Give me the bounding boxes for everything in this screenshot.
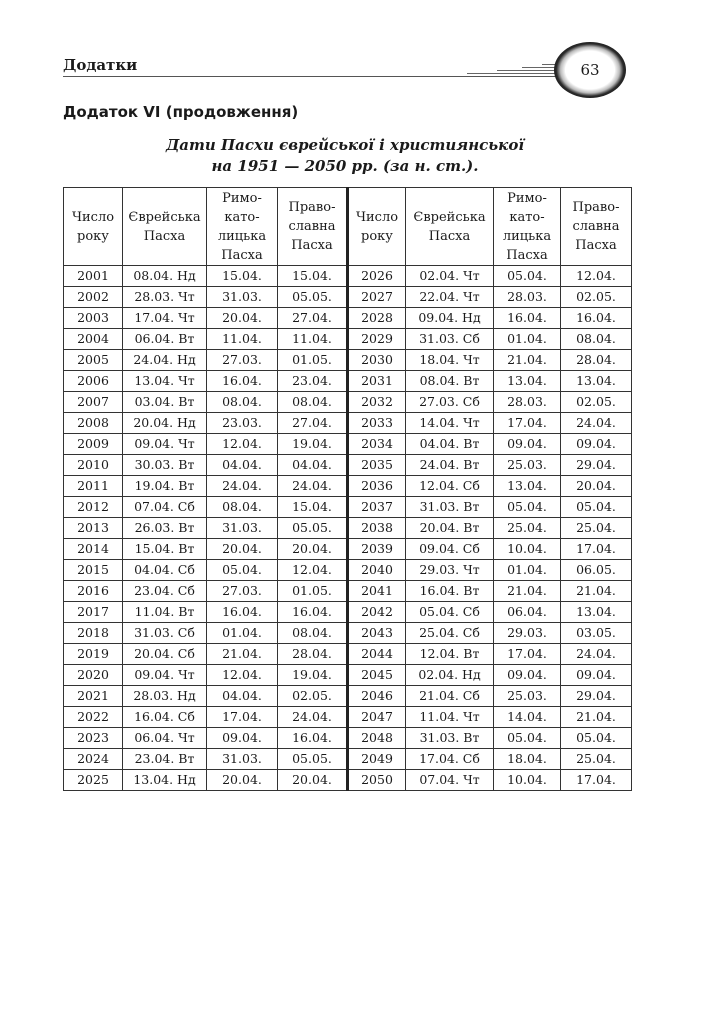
catholic-easter-cell: 31.03. [207, 287, 278, 308]
orthodox-easter-cell: 24.04. [561, 644, 632, 665]
year-cell: 2006 [64, 371, 123, 392]
catholic-easter-cell: 25.03. [494, 455, 561, 476]
table-row [64, 350, 632, 371]
catholic-easter-cell: 12.04. [207, 665, 278, 686]
table-row [64, 455, 632, 476]
year-cell: 2050 [348, 770, 406, 791]
jewish-easter-cell: 16.04. Сб [123, 707, 207, 728]
table-body [64, 266, 632, 791]
jewish-easter-cell: 13.04. Нд [123, 770, 207, 791]
section-title: Додаток VI (продовження) [63, 103, 299, 121]
year-cell: 2041 [348, 581, 406, 602]
orthodox-easter-cell: 21.04. [561, 707, 632, 728]
jewish-easter-cell: 31.03. Сб [123, 623, 207, 644]
jewish-easter-cell: 08.04. Вт [406, 371, 494, 392]
orthodox-easter-cell: 13.04. [561, 371, 632, 392]
orthodox-easter-cell: 24.04. [278, 476, 348, 497]
catholic-easter-cell: 16.04. [207, 602, 278, 623]
year-cell: 2031 [348, 371, 406, 392]
table-row [64, 581, 632, 602]
jewish-easter-cell: 04.04. Вт [406, 434, 494, 455]
catholic-easter-cell: 05.04. [494, 497, 561, 518]
jewish-easter-cell: 14.04. Чт [406, 413, 494, 434]
year-cell: 2035 [348, 455, 406, 476]
jewish-easter-cell: 28.03. Нд [123, 686, 207, 707]
catholic-easter-cell: 11.04. [207, 329, 278, 350]
year-cell: 2011 [64, 476, 123, 497]
year-cell: 2046 [348, 686, 406, 707]
catholic-easter-cell: 05.04. [494, 266, 561, 287]
orthodox-easter-cell: 17.04. [561, 770, 632, 791]
orthodox-easter-cell: 04.04. [278, 455, 348, 476]
catholic-easter-cell: 01.04. [494, 560, 561, 581]
orthodox-easter-cell: 24.04. [561, 413, 632, 434]
year-cell: 2001 [64, 266, 123, 287]
catholic-easter-cell: 28.03. [494, 392, 561, 413]
jewish-easter-cell: 18.04. Чт [406, 350, 494, 371]
orthodox-easter-cell: 02.05. [561, 392, 632, 413]
table-row [64, 392, 632, 413]
year-cell: 2043 [348, 623, 406, 644]
table-row [64, 665, 632, 686]
orthodox-easter-cell: 29.04. [561, 686, 632, 707]
year-cell: 2039 [348, 539, 406, 560]
year-cell: 2019 [64, 644, 123, 665]
catholic-easter-cell: 20.04. [207, 770, 278, 791]
catholic-easter-cell: 29.03. [494, 623, 561, 644]
year-cell: 2015 [64, 560, 123, 581]
catholic-easter-cell: 17.04. [494, 413, 561, 434]
orthodox-easter-cell: 05.05. [278, 749, 348, 770]
year-cell: 2042 [348, 602, 406, 623]
catholic-easter-cell: 28.03. [494, 287, 561, 308]
table-row [64, 497, 632, 518]
catholic-easter-cell: 04.04. [207, 686, 278, 707]
orthodox-easter-cell: 27.04. [278, 413, 348, 434]
year-cell: 2002 [64, 287, 123, 308]
year-cell: 2029 [348, 329, 406, 350]
orthodox-easter-cell: 25.04. [561, 749, 632, 770]
header-jewish: Єврейська Пасха [123, 188, 207, 266]
year-cell: 2032 [348, 392, 406, 413]
catholic-easter-cell: 13.04. [494, 476, 561, 497]
jewish-easter-cell: 11.04. Вт [123, 602, 207, 623]
jewish-easter-cell: 31.03. Сб [406, 329, 494, 350]
year-cell: 2013 [64, 518, 123, 539]
jewish-easter-cell: 02.04. Чт [406, 266, 494, 287]
catholic-easter-cell: 10.04. [494, 539, 561, 560]
catholic-easter-cell: 20.04. [207, 539, 278, 560]
year-cell: 2045 [348, 665, 406, 686]
orthodox-easter-cell: 05.04. [561, 728, 632, 749]
orthodox-easter-cell: 21.04. [561, 581, 632, 602]
header-catholic: Римо- като- лицька Пасха [494, 188, 561, 266]
orthodox-easter-cell: 29.04. [561, 455, 632, 476]
table-row [64, 602, 632, 623]
jewish-easter-cell: 12.04. Сб [406, 476, 494, 497]
catholic-easter-cell: 09.04. [494, 665, 561, 686]
orthodox-easter-cell: 28.04. [278, 644, 348, 665]
orthodox-easter-cell: 25.04. [561, 518, 632, 539]
jewish-easter-cell: 20.04. Сб [123, 644, 207, 665]
catholic-easter-cell: 31.03. [207, 518, 278, 539]
table-row [64, 308, 632, 329]
jewish-easter-cell: 03.04. Вт [123, 392, 207, 413]
jewish-easter-cell: 20.04. Нд [123, 413, 207, 434]
orthodox-easter-cell: 12.04. [561, 266, 632, 287]
year-cell: 2038 [348, 518, 406, 539]
jewish-easter-cell: 12.04. Вт [406, 644, 494, 665]
orthodox-easter-cell: 15.04. [278, 497, 348, 518]
orthodox-easter-cell: 15.04. [278, 266, 348, 287]
year-cell: 2028 [348, 308, 406, 329]
orthodox-easter-cell: 02.05. [561, 287, 632, 308]
jewish-easter-cell: 28.03. Чт [123, 287, 207, 308]
table-header-row [64, 188, 632, 266]
header-year: Число року [64, 188, 123, 266]
jewish-easter-cell: 24.04. Нд [123, 350, 207, 371]
orthodox-easter-cell: 20.04. [278, 770, 348, 791]
year-cell: 2040 [348, 560, 406, 581]
table-row [64, 476, 632, 497]
orthodox-easter-cell: 13.04. [561, 602, 632, 623]
jewish-easter-cell: 09.04. Сб [406, 539, 494, 560]
year-cell: 2047 [348, 707, 406, 728]
catholic-easter-cell: 25.03. [494, 686, 561, 707]
jewish-easter-cell: 31.03. Вт [406, 728, 494, 749]
year-cell: 2007 [64, 392, 123, 413]
catholic-easter-cell: 05.04. [494, 728, 561, 749]
header-year: Число року [348, 188, 406, 266]
table-row [64, 266, 632, 287]
jewish-easter-cell: 11.04. Чт [406, 707, 494, 728]
orthodox-easter-cell: 19.04. [278, 434, 348, 455]
year-cell: 2044 [348, 644, 406, 665]
jewish-easter-cell: 20.04. Вт [406, 518, 494, 539]
catholic-easter-cell: 21.04. [494, 350, 561, 371]
orthodox-easter-cell: 12.04. [278, 560, 348, 581]
jewish-easter-cell: 04.04. Сб [123, 560, 207, 581]
jewish-easter-cell: 27.03. Сб [406, 392, 494, 413]
year-cell: 2024 [64, 749, 123, 770]
catholic-easter-cell: 27.03. [207, 581, 278, 602]
year-cell: 2030 [348, 350, 406, 371]
jewish-easter-cell: 13.04. Чт [123, 371, 207, 392]
catholic-easter-cell: 08.04. [207, 497, 278, 518]
year-cell: 2021 [64, 686, 123, 707]
catholic-easter-cell: 20.04. [207, 308, 278, 329]
year-cell: 2025 [64, 770, 123, 791]
jewish-easter-cell: 09.04. Нд [406, 308, 494, 329]
catholic-easter-cell: 16.04. [494, 308, 561, 329]
catholic-easter-cell: 01.04. [494, 329, 561, 350]
catholic-easter-cell: 13.04. [494, 371, 561, 392]
catholic-easter-cell: 25.04. [494, 518, 561, 539]
orthodox-easter-cell: 01.05. [278, 350, 348, 371]
catholic-easter-cell: 05.04. [207, 560, 278, 581]
catholic-easter-cell: 06.04. [494, 602, 561, 623]
year-cell: 2036 [348, 476, 406, 497]
orthodox-easter-cell: 08.04. [561, 329, 632, 350]
jewish-easter-cell: 07.04. Чт [406, 770, 494, 791]
header-orthodox: Право- славна Пасха [561, 188, 632, 266]
year-cell: 2020 [64, 665, 123, 686]
orthodox-easter-cell: 11.04. [278, 329, 348, 350]
year-cell: 2033 [348, 413, 406, 434]
jewish-easter-cell: 07.04. Сб [123, 497, 207, 518]
table-row [64, 539, 632, 560]
year-cell: 2022 [64, 707, 123, 728]
jewish-easter-cell: 08.04. Нд [123, 266, 207, 287]
catholic-easter-cell: 24.04. [207, 476, 278, 497]
jewish-easter-cell: 05.04. Сб [406, 602, 494, 623]
jewish-easter-cell: 31.03. Вт [406, 497, 494, 518]
year-cell: 2003 [64, 308, 123, 329]
page-number: 63 [565, 52, 615, 88]
jewish-easter-cell: 19.04. Вт [123, 476, 207, 497]
year-cell: 2026 [348, 266, 406, 287]
orthodox-easter-cell: 08.04. [278, 623, 348, 644]
year-cell: 2009 [64, 434, 123, 455]
jewish-easter-cell: 30.03. Вт [123, 455, 207, 476]
catholic-easter-cell: 09.04. [207, 728, 278, 749]
orthodox-easter-cell: 09.04. [561, 434, 632, 455]
jewish-easter-cell: 26.03. Вт [123, 518, 207, 539]
table-title-line2: на 1951 — 2050 рр. (за н. ст.). [211, 157, 479, 175]
jewish-easter-cell: 23.04. Сб [123, 581, 207, 602]
header-jewish: Єврейська Пасха [406, 188, 494, 266]
catholic-easter-cell: 15.04. [207, 266, 278, 287]
orthodox-easter-cell: 20.04. [278, 539, 348, 560]
orthodox-easter-cell: 17.04. [561, 539, 632, 560]
catholic-easter-cell: 04.04. [207, 455, 278, 476]
jewish-easter-cell: 17.04. Сб [406, 749, 494, 770]
orthodox-easter-cell: 01.05. [278, 581, 348, 602]
catholic-easter-cell: 01.04. [207, 623, 278, 644]
year-cell: 2005 [64, 350, 123, 371]
header-orthodox: Право- славна Пасха [278, 188, 348, 266]
table-row [64, 728, 632, 749]
year-cell: 2016 [64, 581, 123, 602]
jewish-easter-cell: 06.04. Чт [123, 728, 207, 749]
table-row [64, 623, 632, 644]
orthodox-easter-cell: 02.05. [278, 686, 348, 707]
catholic-easter-cell: 10.04. [494, 770, 561, 791]
catholic-easter-cell: 31.03. [207, 749, 278, 770]
table-row [64, 686, 632, 707]
orthodox-easter-cell: 05.04. [561, 497, 632, 518]
year-cell: 2023 [64, 728, 123, 749]
page-number-badge [554, 42, 626, 98]
table-row [64, 434, 632, 455]
year-cell: 2018 [64, 623, 123, 644]
orthodox-easter-cell: 24.04. [278, 707, 348, 728]
table-row [64, 518, 632, 539]
table-row [64, 749, 632, 770]
orthodox-easter-cell: 19.04. [278, 665, 348, 686]
header-catholic: Римо- като- лицька Пасха [207, 188, 278, 266]
table-row [64, 560, 632, 581]
catholic-easter-cell: 23.03. [207, 413, 278, 434]
table-row [64, 413, 632, 434]
catholic-easter-cell: 18.04. [494, 749, 561, 770]
year-cell: 2004 [64, 329, 123, 350]
catholic-easter-cell: 14.04. [494, 707, 561, 728]
table-row [64, 329, 632, 350]
jewish-easter-cell: 09.04. Чт [123, 434, 207, 455]
jewish-easter-cell: 17.04. Чт [123, 308, 207, 329]
table-row [64, 707, 632, 728]
jewish-easter-cell: 24.04. Вт [406, 455, 494, 476]
year-cell: 2010 [64, 455, 123, 476]
easter-dates-table [63, 187, 632, 791]
table-row [64, 644, 632, 665]
year-cell: 2012 [64, 497, 123, 518]
jewish-easter-cell: 29.03. Чт [406, 560, 494, 581]
year-cell: 2008 [64, 413, 123, 434]
orthodox-easter-cell: 05.05. [278, 287, 348, 308]
year-cell: 2034 [348, 434, 406, 455]
jewish-easter-cell: 21.04. Сб [406, 686, 494, 707]
jewish-easter-cell: 16.04. Вт [406, 581, 494, 602]
orthodox-easter-cell: 20.04. [561, 476, 632, 497]
catholic-easter-cell: 09.04. [494, 434, 561, 455]
catholic-easter-cell: 16.04. [207, 371, 278, 392]
orthodox-easter-cell: 16.04. [561, 308, 632, 329]
orthodox-easter-cell: 09.04. [561, 665, 632, 686]
year-cell: 2017 [64, 602, 123, 623]
year-cell: 2014 [64, 539, 123, 560]
orthodox-easter-cell: 06.05. [561, 560, 632, 581]
table-row [64, 287, 632, 308]
table-row [64, 371, 632, 392]
orthodox-easter-cell: 16.04. [278, 602, 348, 623]
running-header: Додатки [63, 56, 138, 74]
catholic-easter-cell: 17.04. [494, 644, 561, 665]
jewish-easter-cell: 23.04. Вт [123, 749, 207, 770]
catholic-easter-cell: 08.04. [207, 392, 278, 413]
orthodox-easter-cell: 28.04. [561, 350, 632, 371]
orthodox-easter-cell: 03.05. [561, 623, 632, 644]
jewish-easter-cell: 02.04. Нд [406, 665, 494, 686]
year-cell: 2027 [348, 287, 406, 308]
orthodox-easter-cell: 27.04. [278, 308, 348, 329]
orthodox-easter-cell: 08.04. [278, 392, 348, 413]
jewish-easter-cell: 09.04. Чт [123, 665, 207, 686]
jewish-easter-cell: 25.04. Сб [406, 623, 494, 644]
catholic-easter-cell: 27.03. [207, 350, 278, 371]
year-cell: 2037 [348, 497, 406, 518]
jewish-easter-cell: 15.04. Вт [123, 539, 207, 560]
orthodox-easter-cell: 05.05. [278, 518, 348, 539]
year-cell: 2049 [348, 749, 406, 770]
catholic-easter-cell: 12.04. [207, 434, 278, 455]
year-cell: 2048 [348, 728, 406, 749]
jewish-easter-cell: 22.04. Чт [406, 287, 494, 308]
orthodox-easter-cell: 23.04. [278, 371, 348, 392]
table-row [64, 770, 632, 791]
catholic-easter-cell: 21.04. [207, 644, 278, 665]
jewish-easter-cell: 06.04. Вт [123, 329, 207, 350]
catholic-easter-cell: 21.04. [494, 581, 561, 602]
catholic-easter-cell: 17.04. [207, 707, 278, 728]
orthodox-easter-cell: 16.04. [278, 728, 348, 749]
table-title-line1: Дати Пасхи єврейської і християнської [165, 136, 525, 154]
